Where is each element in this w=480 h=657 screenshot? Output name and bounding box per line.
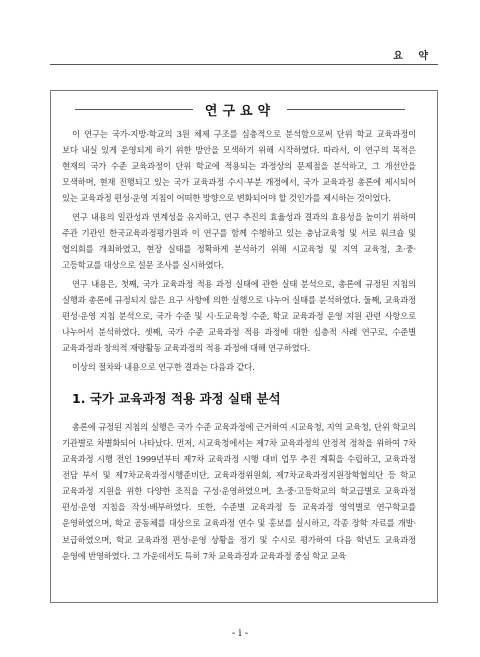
summary-paragraph-3: 연구 내용은, 첫째, 국가 교육과정 적용 과정 실태에 관한 실태 분석으로, 총론에 규정된 지침의 실행과 총론에 규정되지 않은 요구 사항에 의한 실행으로 나누어 실태를 분석하였다. 둘째, 교육과정 편성·운영 지침 분석으로, 국가 수준 및 시·도교육청 수준, 학교 교육과정 운영 지원 관련 사항으로 나누어서 분석하였다. 셋째, 국가 수준 교육과정 적용 과정에 대한 심층적 사례 연구로, 수준별 교육과정과 창의적 재량활동 교육과정의 적용 과정에 대해 연구하였다. <box>62 278 416 354</box>
summary-paragraph-2: 연구 내용의 일관성과 연계성을 유지하고, 연구 추진의 효율성과 결과의 효용성을 높이기 위하여 주관 기관인 한국교육과정평가원과 이 연구를 함께 수행하고 있는 충남교육청 및 서로 워크숍 및 협의회를 개최하였고, 현장 실태를 정확하게 분석하기 위해 시교육청 및 지역 교육청, 초·중·고등학교를 대상으로 설문 조사를 실시하였다. <box>62 211 416 271</box>
page-number: - i - <box>231 628 249 639</box>
section-paragraph-1: 총론에 규정된 지침의 실행은 국가 수준 교육과정에 근거하여 시교육청, 지역 교육청, 단위 학교의 기관별로 차별화되어 나타났다. 먼저, 시교육청에서는 제7차 교육과정의 안정적 정착을 위하여 7차 교육과정 시행 전인 1999년부터 제7차 교육과정 시행 대비 업무 추진 계획을 수립하고, 교육과정 전담 부서 및 제7차교육과정시행준비단, 교육과정위원회, 제7차교육과정지원장학협의단 등 학교 교육과정 지원을 위한 다양한 조직을 구성·운영하였으며, 초·중·고등학교의 학교급별로 교육과정 편성·운영 지침을 작성·배부하였다. 또한, 수준별 교육과정 등 교육과정 영역별로 연구학교를 운영하였으며, 학교 공동체를 대상으로 교육과정 연수 및 홍보를 실시하고, 각종 장학 자료를 개발·보급하였으며, 학교 교육과정 편성·운영 상황을 정기 및 수시로 평가하여 다음 학년도 교육과정 운영에 반영하였다. 그 가운데서도 특히 7차 교육과정과 교육과정 중심 학교 교육 <box>62 421 416 561</box>
summary-title: 연구요약 <box>204 103 276 119</box>
running-header: 요 약 <box>393 51 434 62</box>
header-rule <box>50 64 438 65</box>
title-rule-right <box>287 109 405 110</box>
summary-content <box>62 126 416 566</box>
title-rule-left <box>75 109 193 110</box>
section-heading: 1. 국가 교육과정 적용 과정 실태 분석 <box>72 390 281 406</box>
summary-paragraph-4: 이상의 절차와 내용으로 연구한 결과는 다음과 같다. <box>72 361 255 372</box>
summary-title-bar <box>75 100 405 118</box>
summary-paragraph-1: 이 연구는 국가-지방-학교의 3원 체제 구조를 심층적으로 분석함으로써 단위 학교 교육과정이 보다 내실 있게 운영되게 하기 위한 방안을 모색하기 위해 시작하였다. 따라서, 이 연구의 목적은 현재의 국가 수준 교육과정이 단위 학교에 적용되는 과정상의 문제점을 분석하고, 그 개선안을 모색하며, 현재 진행되고 있는 국가 교육과정 수시·부분 개정에서, 국가 교육과정 총론에 제시되어 있는 교육과정 편성·운영 지침이 어떠한 방향으로 변화되어야 할 것인가를 제시하는 것이었다. <box>62 129 416 204</box>
